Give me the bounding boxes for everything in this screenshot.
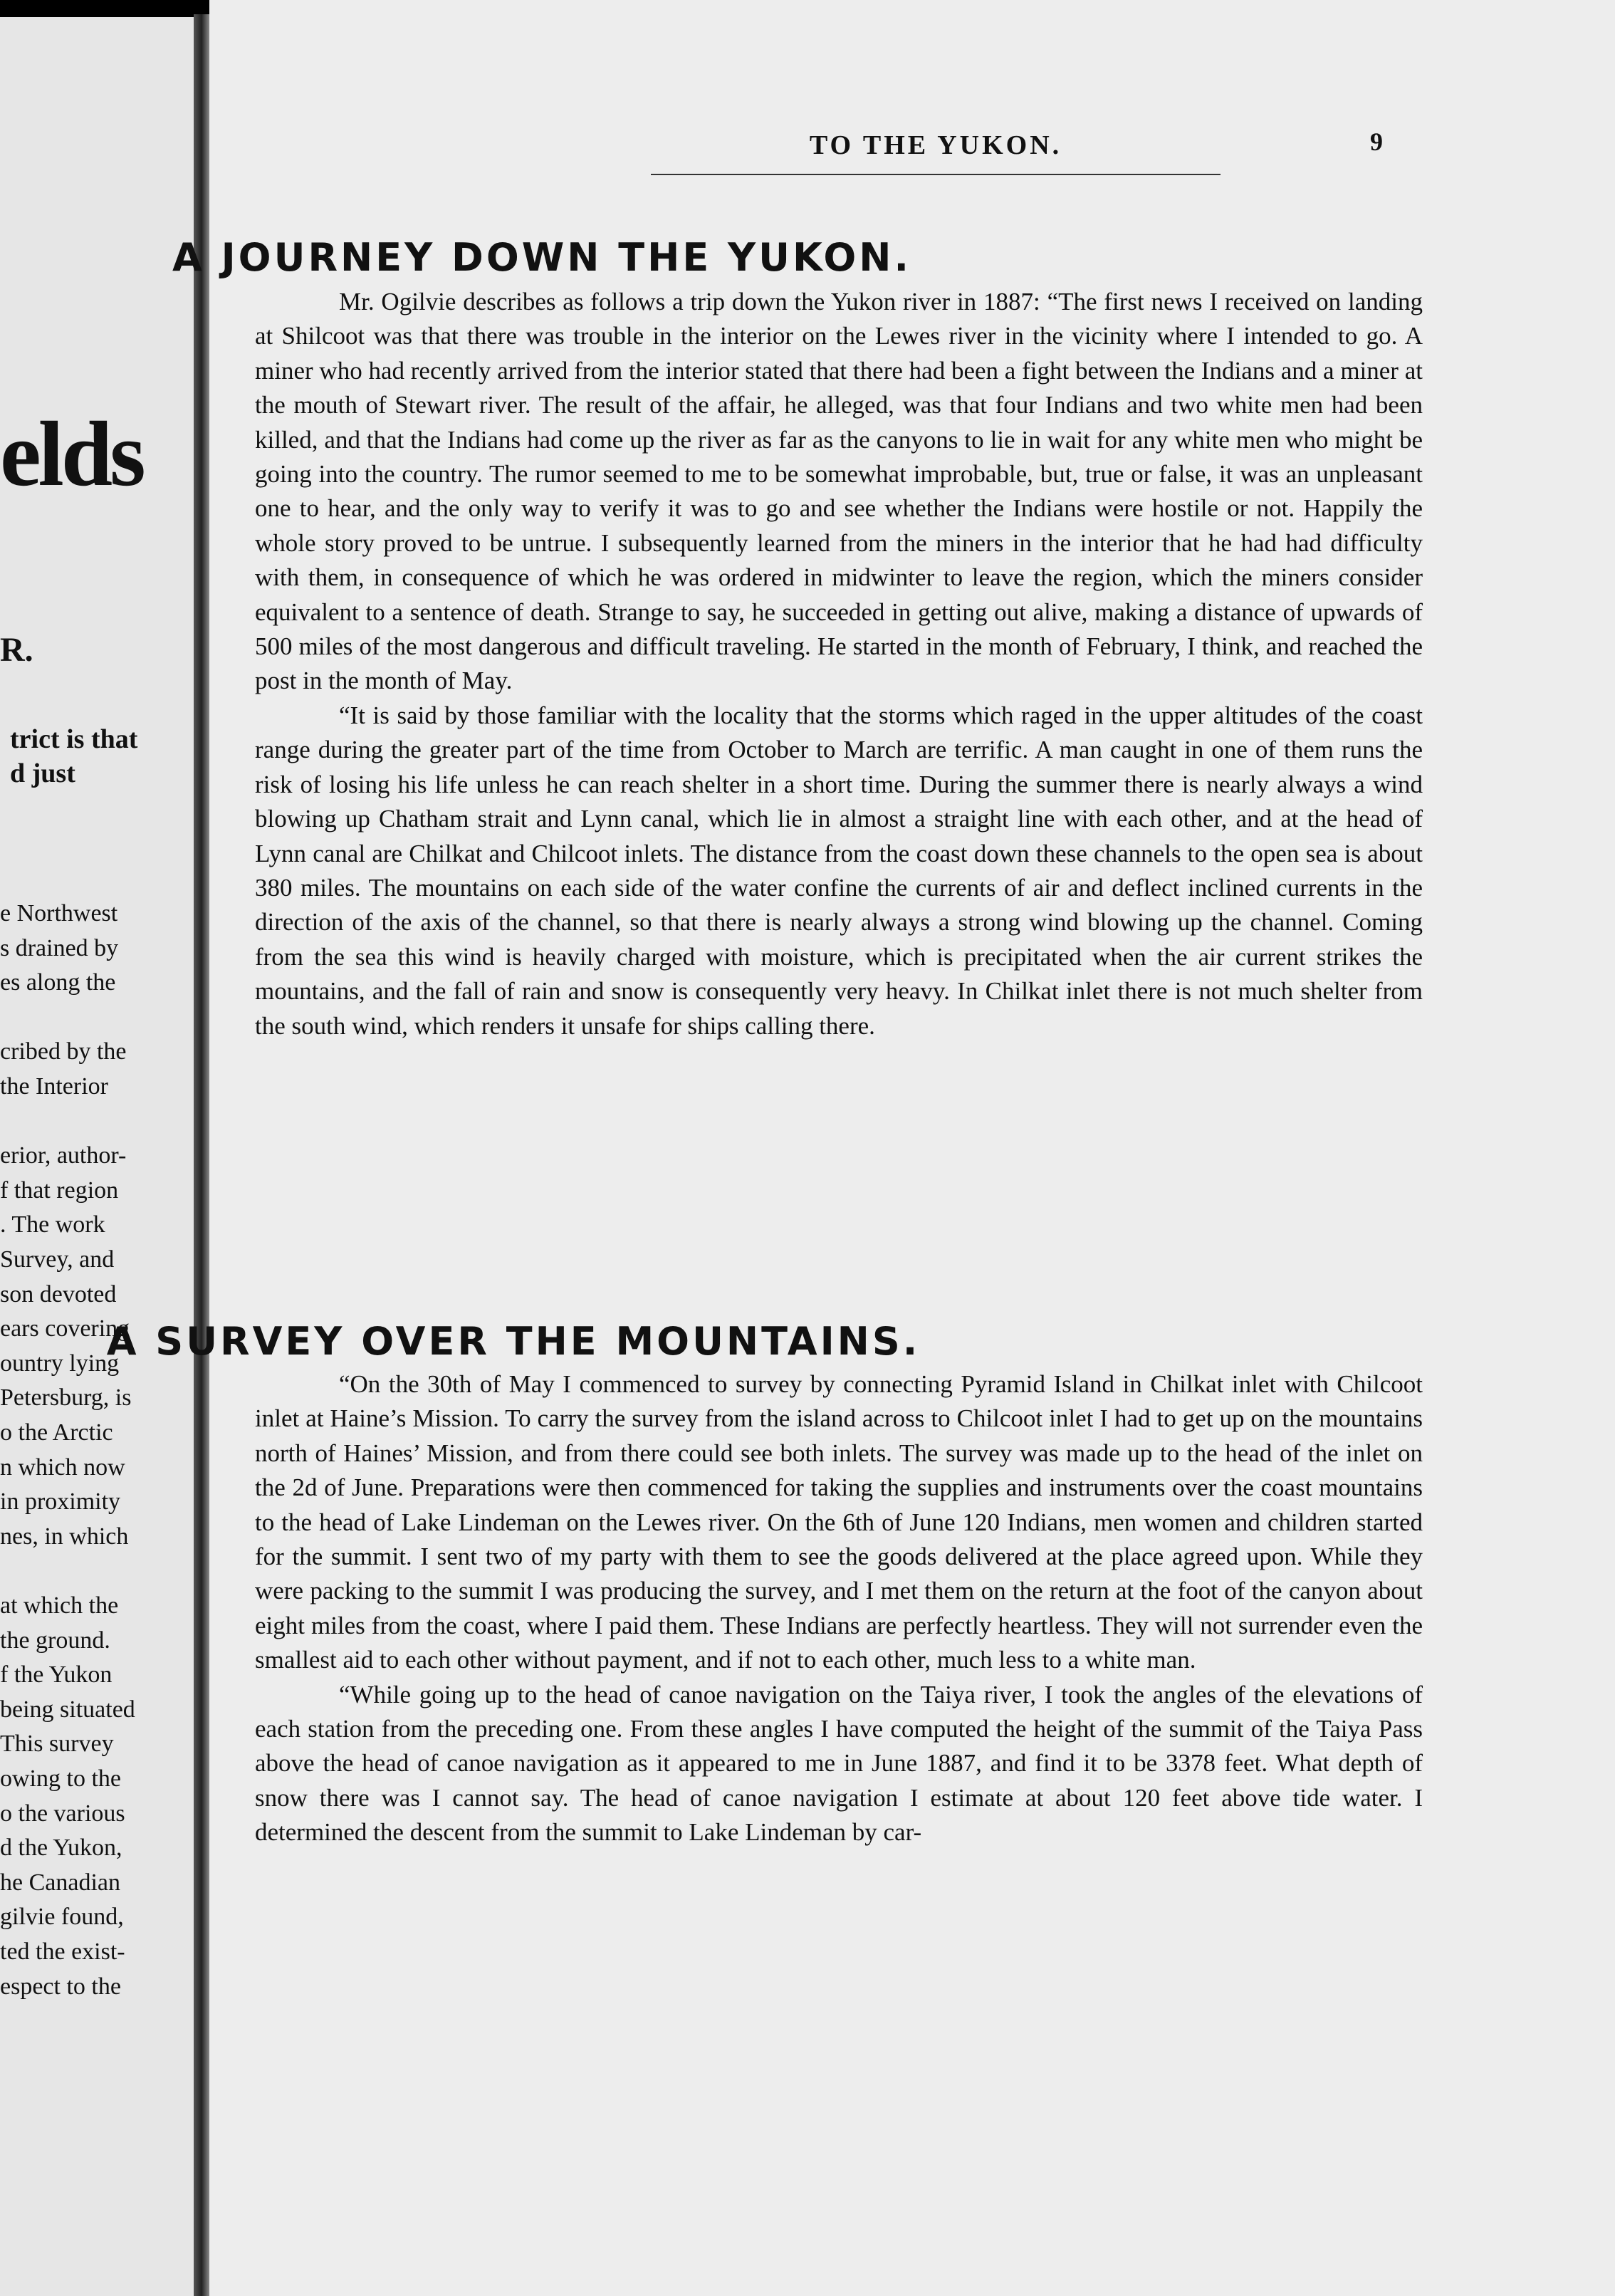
paragraph: “While going up to the head of canoe navigation on the Taiya river, I took the angles of the elevations of each station from the preceding one. From these angles I have computed the height of the summit of the Taiya Pass above the head of canoe navigation as it appeared to me in June 1887, and find it to be 3378 feet. What depth of snow there was I cannot say. The head of canoe navigation I estimate at about 120 feet above tide water. I determined the descent from the summit to Lake Lindeman by car- <box>255 1680 1423 1847</box>
left-text-line: erior, author- <box>0 1142 127 1169</box>
right-page <box>106 0 1615 2296</box>
left-text-line: o the Arctic <box>0 1419 113 1446</box>
left-text-line: he Canadian <box>0 1869 120 1896</box>
left-text-line: o the various <box>0 1800 125 1827</box>
left-text-line: d the Yukon, <box>0 1835 122 1862</box>
left-text-line: Survey, and <box>0 1246 115 1273</box>
left-text-line: cribed by the <box>0 1038 127 1065</box>
left-text-line: owing to the <box>0 1765 121 1792</box>
article-title: A JOURNEY DOWN THE YUKON. <box>172 235 911 280</box>
left-text-line: . The work <box>0 1211 105 1238</box>
left-text-line: This survey <box>0 1731 114 1758</box>
left-bold-line: trict is that <box>10 724 138 754</box>
left-text-line: being situated <box>0 1696 135 1723</box>
left-text-line: the Interior <box>0 1073 108 1100</box>
left-text-line: at which the <box>0 1592 119 1619</box>
left-subheading-fragment: R. <box>0 631 33 669</box>
left-text-line: es along the <box>0 969 116 996</box>
article-title: A SURVEY OVER THE MOUNTAINS. <box>106 1319 921 1364</box>
article-body <box>255 285 1423 1043</box>
page-number: 9 <box>1370 127 1383 156</box>
left-text-line: espect to the <box>0 1973 121 2000</box>
left-text-line: s drained by <box>0 934 119 961</box>
page-gutter <box>194 14 209 2296</box>
left-text-line: n which now <box>0 1454 125 1481</box>
left-text-line: son devoted <box>0 1280 117 1308</box>
paragraph: Mr. Ogilvie describes as follows a trip down the Yukon river in 1887: “The first news I received on landing at Shilcoot was that there was trouble in the interior on the Lewes river in the vicinity where I intended to go. A miner who had recently arrived from the interior stated that there had been a fight between the Indians and a miner at the mouth of Stewart river. The result of the affair, he alleged, was that four Indians and two white men had been killed, and that the Indians had come up the river as far as the canyons to lie in wait for any white men who might be going into the country. The rumor seemed to me to be somewhat improbable, but, true or false, it was an unpleasant one to hear, and the only way to verify it was to go and see whether the Indians were hostile or not. Happily the whole story proved to be untrue. I subsequently learned from the miners in the interior that he had had difficulty with them, in consequence of which he was ordered in midwinter to leave the region, which the miners consider equivalent to a sentence of death. Strange to say, he succeeded in getting out alive, making a distance of upwards of 500 miles of the most dangerous and difficult traveling. He started in the month of February, I think, and reached the post in the month of May. <box>255 288 1423 695</box>
article-body <box>255 1367 1423 1850</box>
left-text-line: e Northwest <box>0 900 118 927</box>
left-page-fragment <box>0 17 194 2296</box>
left-text-line: ted the exist- <box>0 1938 125 1965</box>
left-text-line: gilvie found, <box>0 1904 124 1931</box>
left-text-line: ears covering <box>0 1315 130 1342</box>
paragraph: “It is said by those familiar with the locality that the storms which raged in the upper altitudes of the coast range during the greater part of the time from October to March are terrific. A man caught in one of them runs the risk of losing his life unless he can reach shelter in a short time. During the summer there is nearly always a wind blowing up Chatham strait and Lynn canal, which lie in almost a straight line with each other, and at the head of Lynn canal are Chilkat and Chilcoot inlets. The distance from the coast down these channels to the open sea is about 380 miles. The mountains on each side of the water confine the currents of air and deflect inclined currents in the direction of the axis of the channel, so that there is nearly always a strong wind blowing up the channel. Coming from the sea this wind is heavily charged with moisture, which is precipitated when the air current strikes the mountains, and the fall of rain and snow is consequently very heavy. In Chilkat inlet there is not much shelter from the south wind, which renders it unsafe for ships calling there. <box>255 701 1423 1040</box>
left-text-line: Petersburg, is <box>0 1384 132 1411</box>
header-rule <box>651 174 1221 175</box>
left-bold-line: d just <box>10 758 75 788</box>
left-heading-fragment: elds <box>0 403 143 506</box>
left-text-line: the ground. <box>0 1627 110 1654</box>
left-text-line: f the Yukon <box>0 1661 113 1689</box>
left-text-line: in proximity <box>0 1488 121 1515</box>
left-text-line: f that region <box>0 1176 119 1204</box>
left-text-line: nes, in which <box>0 1523 129 1550</box>
running-head: TO THE YUKON. <box>809 130 1062 160</box>
paragraph: “On the 30th of May I commenced to survey by connecting Pyramid Island in Chilkat inlet with Chilcoot inlet at Haine’s Mission. To carry the survey from the island across to Chilcoot inlet I had to get up on the mountains north of Haines’ Mission, and from there could see both inlets. The survey was made up to the head of the inlet on the 2d of June. Preparations were then commenced for taking the supplies and instruments over the coast mountains to the head of Lake Lindeman on the Lewes river. On the 6th of June 120 Indians, men women and children started for the summit. I sent two of my party with them to see the goods delivered at the place agreed upon. While they were packing to the summit I was producing the survey, and I met them on the return at the foot of the canyon about eight miles from the coast, where I paid them. These Indians are perfectly heartless. They will not surrender even the smallest aid to each other without payment, and if not to each other, much less to a white man. <box>255 1370 1423 1674</box>
left-text-line: ountry lying <box>0 1350 120 1377</box>
